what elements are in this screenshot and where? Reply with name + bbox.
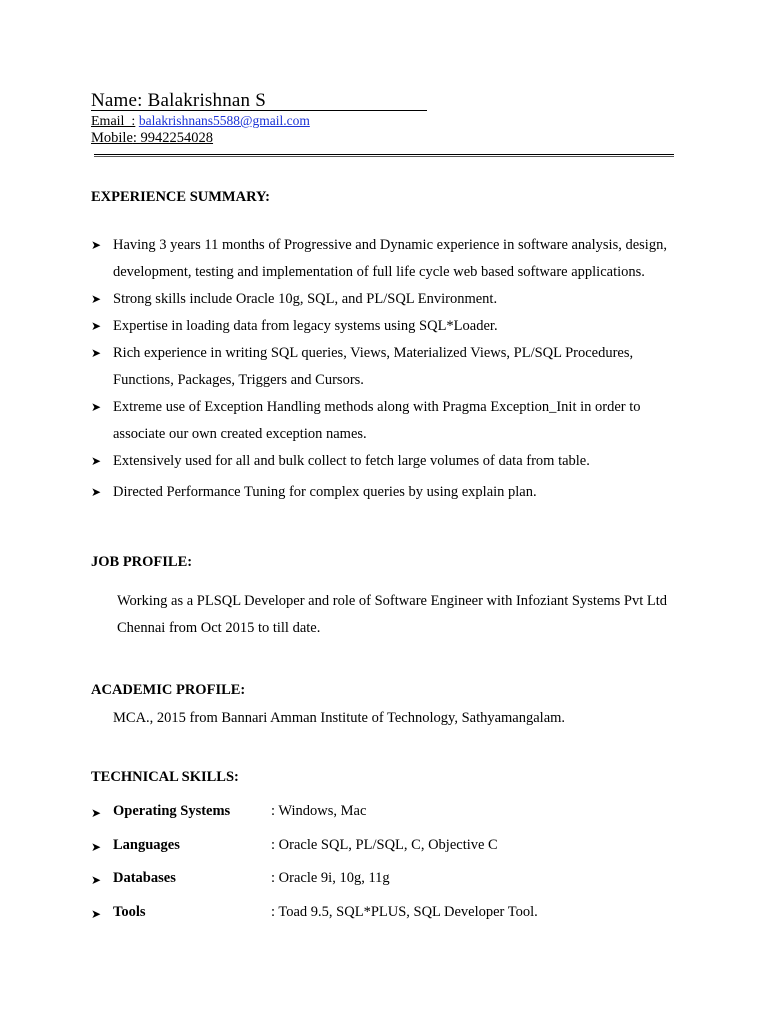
skills-list [91,803,691,937]
academic-heading: ACADEMIC PROFILE: [91,682,246,698]
skill-row [91,803,691,837]
arrowhead-bullet-icon: ➤ [91,839,102,854]
arrowhead-bullet-icon: ➤ [91,873,102,887]
skill-row [91,870,691,904]
list-item: ➤ Extensively used for all and bulk collect to fetch large volumes of data from table. [91,448,681,475]
skill-key: Tools [113,903,146,920]
skills-heading: TECHNICAL SKILLS: [91,769,239,785]
skill-value: : Oracle 9i, 10g, 11g [271,870,390,886]
skill-row [91,837,691,871]
skill-value: : Toad 9.5, SQL*PLUS, SQL Developer Tool. [271,903,538,920]
arrowhead-bullet-icon: ➤ [91,292,102,306]
arrowhead-bullet-icon: ➤ [91,454,102,468]
email-link[interactable]: balakrishnans5588@gmail.com [138,113,310,128]
email-row [91,113,310,130]
experience-list [91,232,681,506]
list-item: ➤ Having 3 years 11 months of Progressive and Dynamic experience in software analysis, design, development, testing and implementation of full life cycle web based software applications. [91,232,681,286]
job-description: Working as a PLSQL Developer and role of Software Engineer with Infoziant Systems Pvt Ltd Chennai from Oct 2015 to till date. [117,593,667,636]
candidate-name: Name: Balakrishnan S [91,90,266,111]
skill-value: : Oracle SQL, PL/SQL, C, Objective C [271,836,498,853]
email-label: Email : [91,114,136,129]
experience-heading: EXPERIENCE SUMMARY: [91,189,271,205]
list-item: ➤ Strong skills include Oracle 10g, SQL, and PL/SQL Environment. [91,286,681,313]
arrowhead-bullet-icon: ➤ [91,319,102,333]
skill-key: Languages [113,836,180,853]
skill-key: Operating Systems [113,803,231,819]
list-item: ➤ Directed Performance Tuning for complex queries by using explain plan. [91,479,681,506]
academic-text: 2015 from Bannari Amman Institute of Technology, Sathyamangalam. [153,710,566,726]
arrowhead-bullet-icon: ➤ [91,485,102,499]
arrowhead-bullet-icon: ➤ [91,346,102,360]
arrowhead-bullet-icon: ➤ [91,238,102,252]
list-item: ➤ Expertise in loading data from legacy systems using SQL*Loader. [91,313,681,340]
header-divider [94,154,674,155]
skill-row [91,904,691,938]
mobile-row [91,130,213,147]
skill-key: Databases [113,870,176,886]
name-underline [91,110,427,111]
arrowhead-bullet-icon: ➤ [91,906,102,921]
header-divider-secondary [94,156,674,157]
skill-value: : Windows, Mac [271,803,367,819]
mobile-value: : 9942254028 [132,130,214,146]
job-heading: JOB PROFILE: [91,554,193,570]
mobile-label: Mobile [91,130,133,146]
degree: MCA., [113,710,154,726]
list-item: ➤ Rich experience in writing SQL queries, Views, Materialized Views, PL/SQL Procedures, Functions, Packages, Triggers and Cursors. [91,340,681,394]
academic-detail [113,710,565,727]
arrowhead-bullet-icon: ➤ [91,400,102,414]
arrowhead-bullet-icon: ➤ [91,806,102,820]
list-item: ➤ Extreme use of Exception Handling methods along with Pragma Exception_Init in order to associate our own created exception names. [91,394,681,448]
